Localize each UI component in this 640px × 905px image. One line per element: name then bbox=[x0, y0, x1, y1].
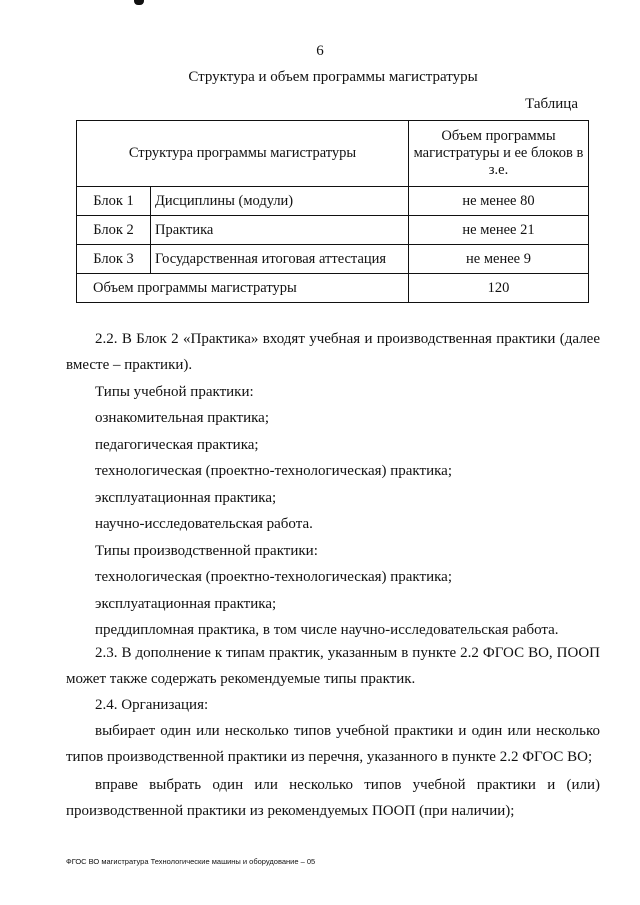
list-item: педагогическая практика; bbox=[95, 437, 259, 453]
paragraph-2-4: 2.4. Организация: bbox=[95, 697, 209, 713]
table-total-row bbox=[77, 274, 589, 303]
list-item: ознакомительная практика; bbox=[95, 410, 269, 426]
paragraph-2-4-b: вправе выбрать один или несколько типов учебной практики и (или) производственной практики из рекомендуемых ПООП (при наличии); bbox=[66, 777, 600, 819]
scan-mark bbox=[134, 0, 144, 5]
study-types-heading: Типы учебной практики: bbox=[95, 384, 254, 400]
block-value: не менее 80 bbox=[409, 187, 589, 216]
page-number: 6 bbox=[316, 43, 324, 59]
paragraph-2-3: 2.3. В дополнение к типам практик, указанным в пункте 2.2 ФГОС ВО, ПООП может также содержать рекомендуемые типы практик. bbox=[66, 645, 600, 687]
header-structure: Структура программы магистратуры bbox=[77, 121, 409, 187]
block-id: Блок 1 bbox=[77, 187, 151, 216]
header-volume: Объем программы магистратуры и ее блоков в з.е. bbox=[409, 121, 589, 187]
list-item: преддипломная практика, в том числе научно-исследовательская работа. bbox=[95, 622, 559, 638]
block-name: Дисциплины (модули) bbox=[151, 187, 409, 216]
list-item: научно-исследовательская работа. bbox=[95, 516, 313, 532]
block-value: не менее 9 bbox=[409, 245, 589, 274]
block-value: не менее 21 bbox=[409, 216, 589, 245]
block-name: Практика bbox=[151, 216, 409, 245]
page-title: Структура и объем программы магистратуры bbox=[188, 69, 478, 85]
table-header-row bbox=[77, 121, 589, 187]
list-item: технологическая (проектно-технологическая) практика; bbox=[95, 463, 452, 479]
total-value: 120 bbox=[409, 274, 589, 303]
prod-types-heading: Типы производственной практики: bbox=[95, 543, 318, 559]
paragraph-2-4-a: выбирает один или несколько типов учебной практики и один или несколько типов производственной практики из перечня, указанного в пункте 2.2 ФГОС ВО; bbox=[66, 723, 600, 765]
footer: ФГОС ВО магистратура Технологические машины и оборудование – 05 bbox=[66, 857, 316, 866]
paragraph-2-2: 2.2. В Блок 2 «Практика» входят учебная и производственная практики (далее вместе – практики). bbox=[66, 331, 600, 373]
table-row bbox=[77, 187, 589, 216]
table-row bbox=[77, 245, 589, 274]
block-id: Блок 3 bbox=[77, 245, 151, 274]
list-item: эксплуатационная практика; bbox=[95, 596, 277, 612]
total-label: Объем программы магистратуры bbox=[77, 274, 409, 303]
block-id: Блок 2 bbox=[77, 216, 151, 245]
block-name: Государственная итоговая аттестация bbox=[151, 245, 409, 274]
structure-table bbox=[76, 120, 589, 303]
list-item: технологическая (проектно-технологическая) практика; bbox=[95, 569, 452, 585]
table-caption: Таблица bbox=[525, 96, 578, 112]
list-item: эксплуатационная практика; bbox=[95, 490, 277, 506]
table-row bbox=[77, 216, 589, 245]
